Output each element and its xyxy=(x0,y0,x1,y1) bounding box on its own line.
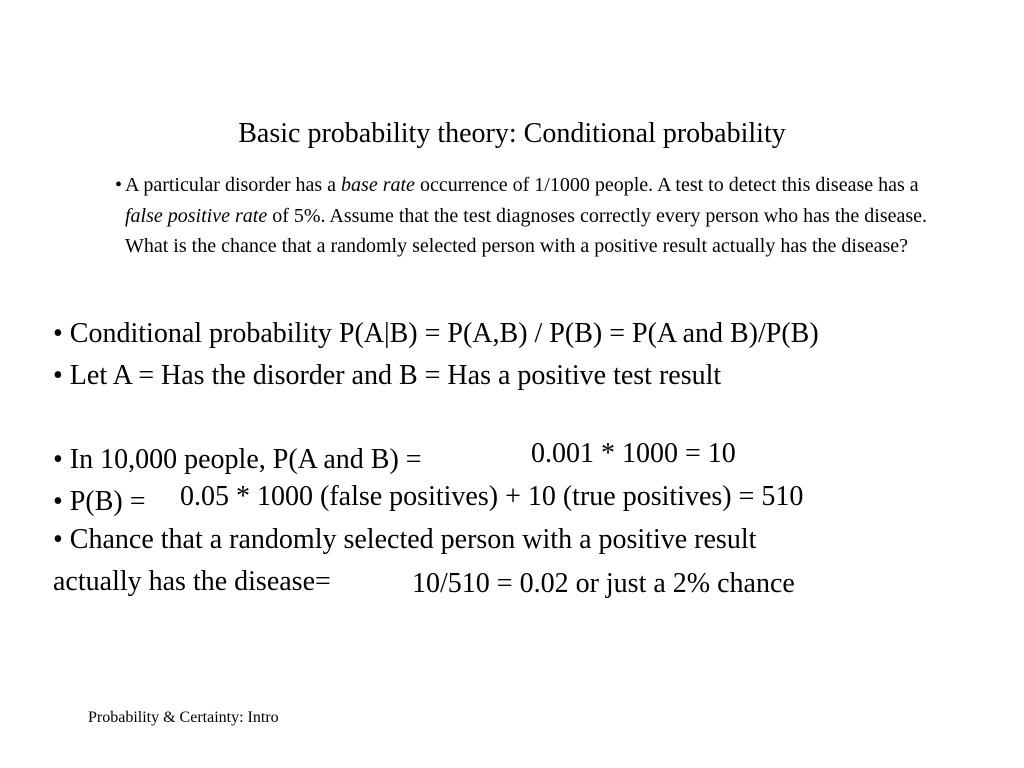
joint-probability-line: • In 10,000 people, P(A and B) = xyxy=(53,444,422,475)
slide-footer: Probability & Certainty: Intro xyxy=(88,709,279,726)
pb-answer: 0.05 * 1000 (false positives) + 10 (true positives) = 510 xyxy=(180,481,804,512)
intro-text-2: occurrence of 1/1000 people. A test to detect this disease has a xyxy=(414,174,919,196)
intro-emphasis-base-rate: base rate xyxy=(341,174,415,196)
intro-bullet-mark: • xyxy=(115,174,123,196)
let-definition-line: • Let A = Has the disorder and B = Has a positive test result xyxy=(53,360,722,391)
joint-probability-answer: 0.001 * 1000 = 10 xyxy=(531,438,736,469)
chance-line-1: • Chance that a randomly selected person with a positive result xyxy=(53,524,757,555)
intro-emphasis-false-positive-rate: false positive rate xyxy=(125,204,268,227)
chance-line-2: actually has the disease= xyxy=(53,566,331,597)
intro-paragraph xyxy=(125,170,945,262)
pb-line: • P(B) = xyxy=(53,486,146,517)
conditional-probability-line: • Conditional probability P(A|B) = P(A,B) / P(B) = P(A and B)/P(B) xyxy=(53,318,819,349)
slide-title: Basic probability theory: Conditional probability xyxy=(238,118,786,149)
intro-text-1: A particular disorder has a xyxy=(125,174,342,196)
intro-text-3: of 5%. Assume that the test diagnoses correctly every person who has the disease. What is the chance that a randomly selected person with a positive result actually has the disease? xyxy=(125,204,928,257)
chance-answer: 10/510 = 0.02 or just a 2% chance xyxy=(412,568,795,599)
